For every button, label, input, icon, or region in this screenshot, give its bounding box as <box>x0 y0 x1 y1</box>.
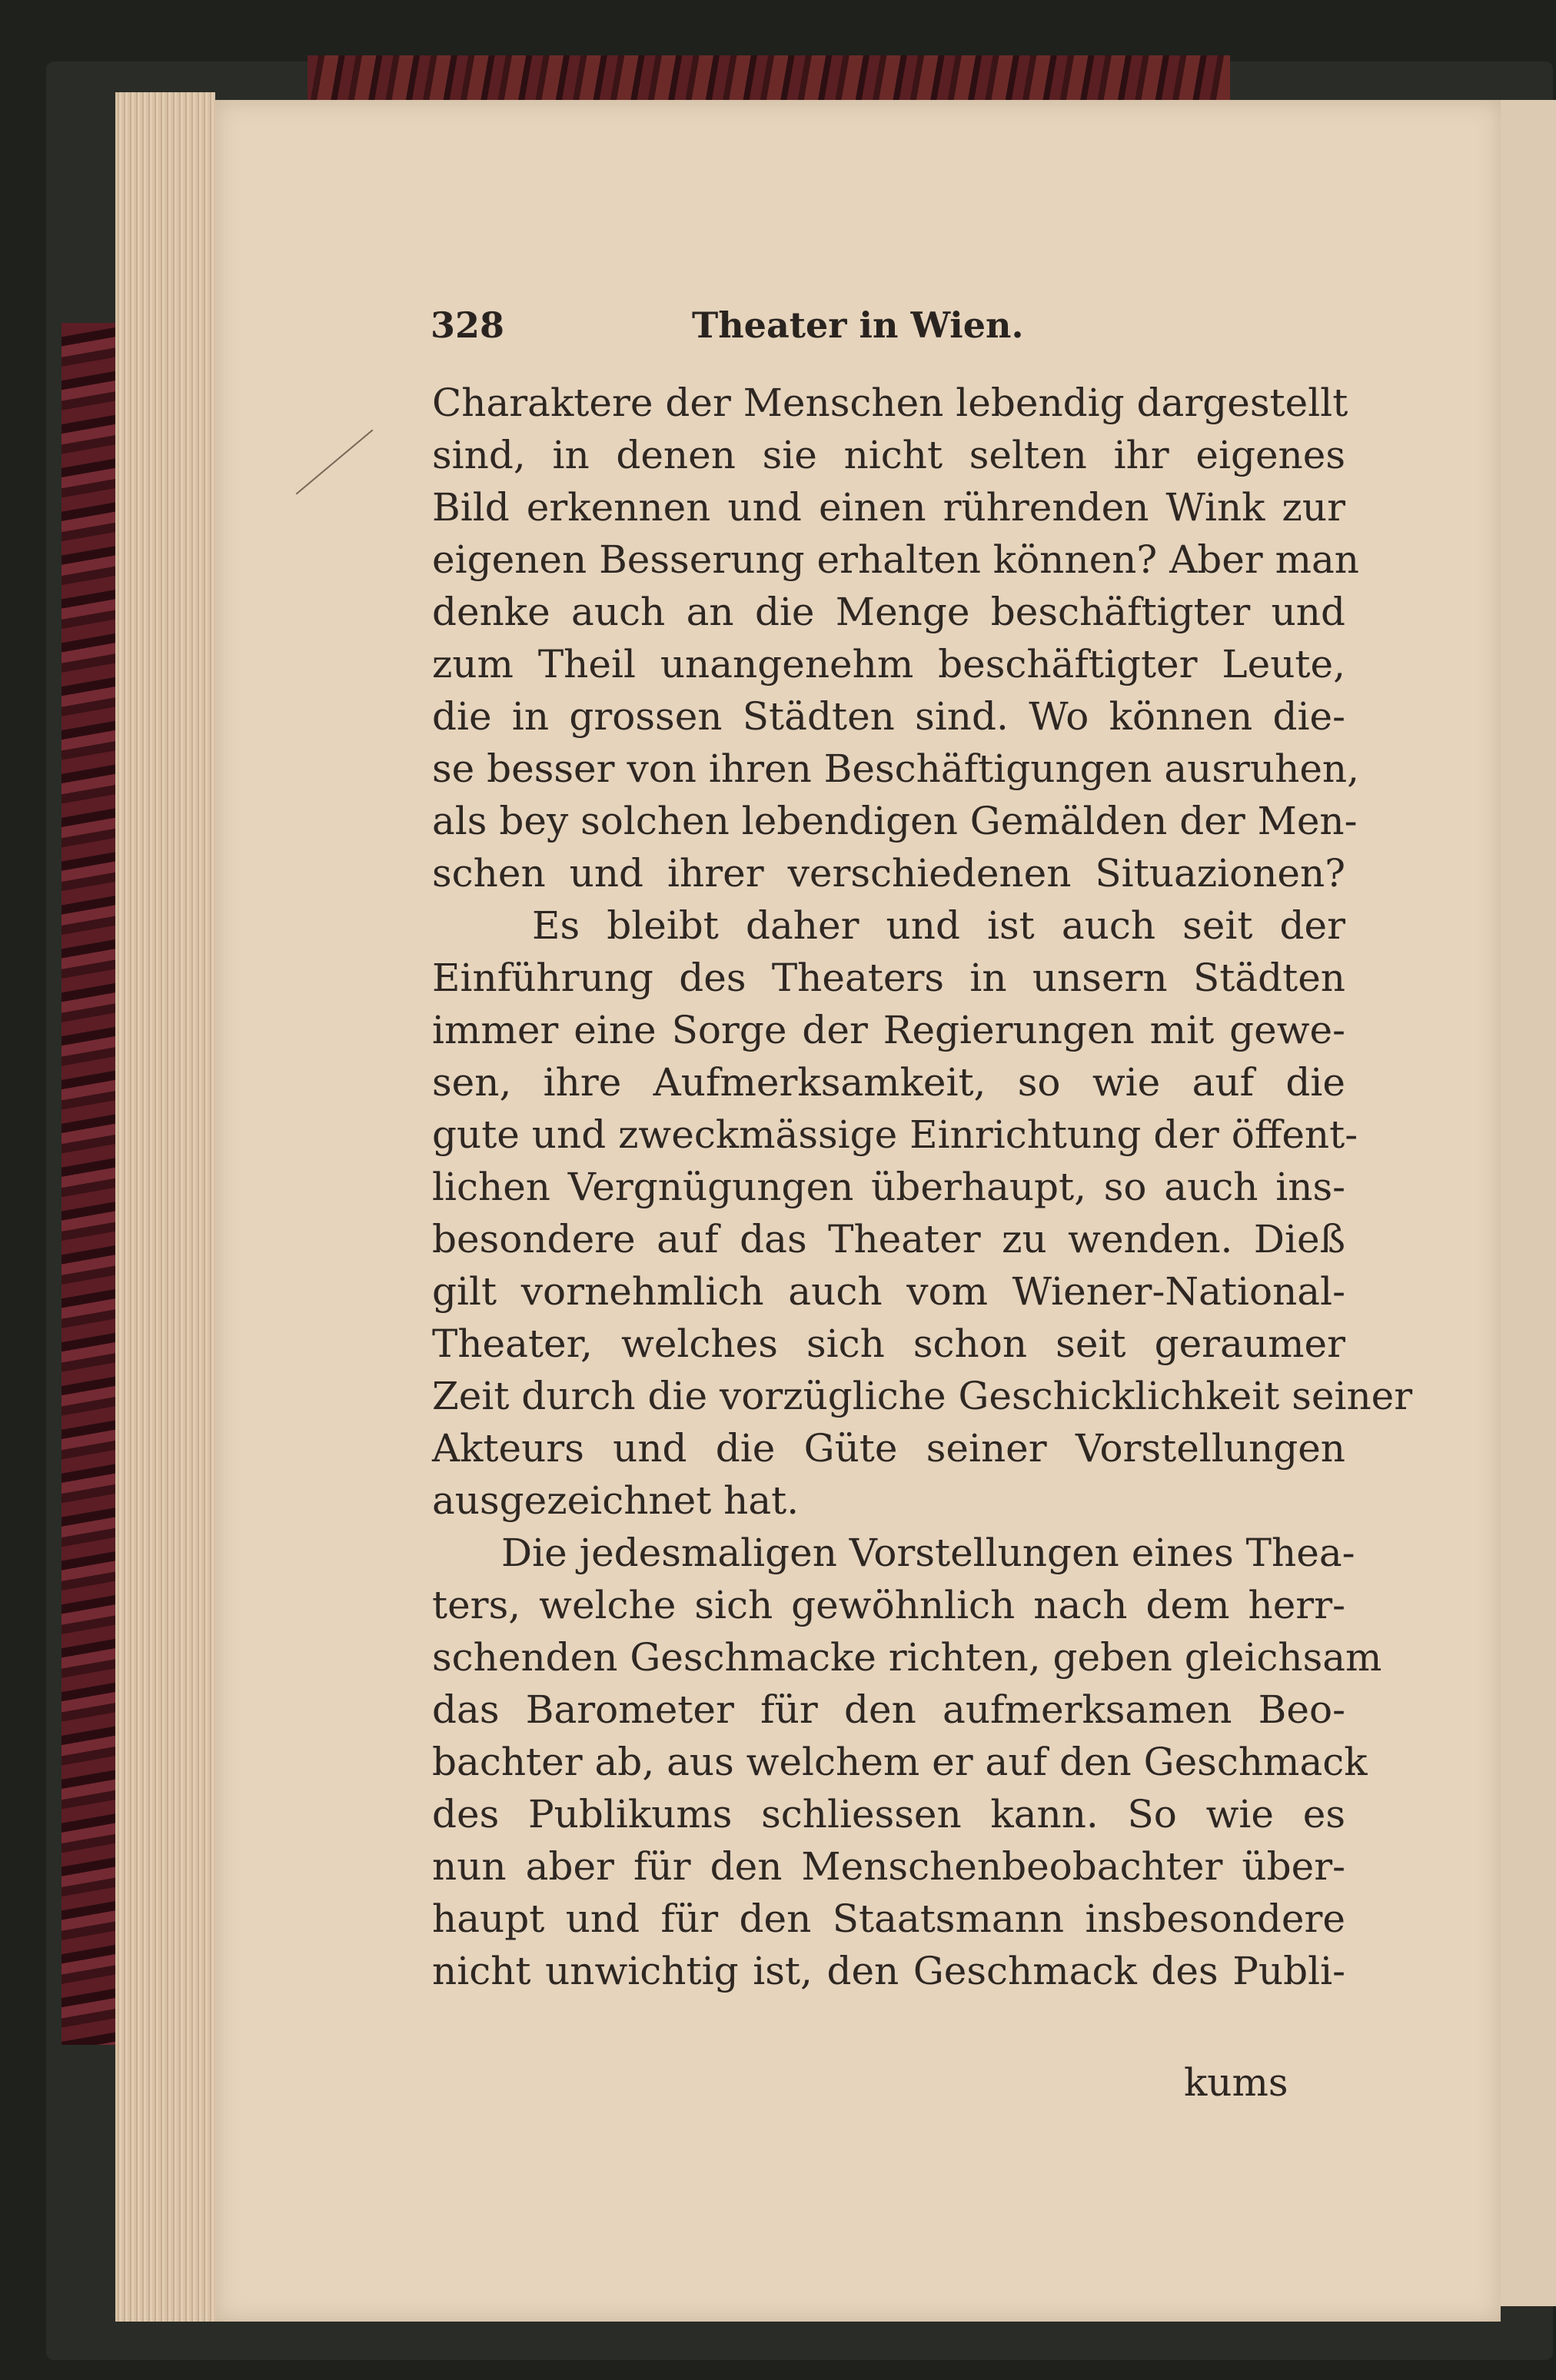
text-line: Zeit durch die vorzügliche Geschicklichkeit seiner <box>432 1374 1413 1418</box>
text-line: die in grossen Städten sind. Wo können die- <box>432 694 1345 739</box>
text-line: Akteurs und die Güte seiner Vorstellungen <box>432 1426 1345 1471</box>
text-line: lichen Vergnügungen überhaupt, so auch ins- <box>432 1165 1345 1209</box>
text-line: Die jedesmaligen Vorstellungen eines Thea- <box>501 1531 1355 1575</box>
text-line: bachter ab, aus welchem er auf den Geschmack <box>432 1740 1368 1784</box>
text-line: Bild erkennen und einen rührenden Wink zur <box>432 485 1345 530</box>
body-text <box>432 377 1413 1997</box>
text-line: zum Theil unangenehm beschäftigter Leute, <box>432 642 1345 686</box>
text-line: sind, in denen sie nicht selten ihr eigenes <box>432 433 1345 477</box>
text-line: das Barometer für den aufmerksamen Beo- <box>432 1687 1345 1732</box>
text-line: nun aber für den Menschenbeobachter über- <box>432 1844 1345 1889</box>
text-line: schenden Geschmacke richten, geben gleichsam <box>432 1635 1382 1680</box>
text-line: immer eine Sorge der Regierungen mit gewe- <box>432 1008 1345 1052</box>
text-line: se besser von ihren Beschäftigungen ausruhen, <box>432 746 1360 791</box>
text-line: haupt und für den Staatsmann insbesondere <box>432 1896 1345 1941</box>
marbled-cover-edge <box>308 55 1230 101</box>
text-line: denke auch an die Menge beschäftigter und <box>432 590 1345 634</box>
text-line: Es bleibt daher und ist auch seit der <box>532 903 1345 948</box>
text-line: eigenen Besserung erhalten können? Aber man <box>432 537 1360 582</box>
marbled-spine <box>62 323 115 2045</box>
running-title: Theater in Wien. <box>692 304 1024 346</box>
text-line: sen, ihre Aufmerksamkeit, so wie auf die <box>432 1060 1345 1105</box>
text-line: ters, welche sich gewöhnlich nach dem herr- <box>432 1583 1345 1627</box>
page-edges <box>115 92 215 2322</box>
text-line: Charaktere der Menschen lebendig dargestellt <box>432 381 1348 425</box>
text-line: besondere auf das Theater zu wenden. Dieß <box>432 1217 1345 1261</box>
page-header <box>431 304 1353 358</box>
page-number: 328 <box>431 304 505 346</box>
text-line: gilt vornehmlich auch vom Wiener-National- <box>432 1269 1345 1314</box>
facing-page-edge <box>1499 100 1556 2306</box>
text-line: Einführung des Theaters in unsern Städten <box>432 956 1345 1000</box>
text-line: als bey solchen lebendigen Gemälden der Men- <box>432 799 1358 843</box>
text-line: ausgezeichnet hat. <box>432 1478 800 1523</box>
catchword: kums <box>1184 2060 1288 2105</box>
text-line: nicht unwichtig ist, den Geschmack des Publi- <box>432 1949 1345 1993</box>
text-line: des Publikums schliessen kann. So wie es <box>432 1792 1345 1837</box>
text-line: schen und ihrer verschiedenen Situazionen? <box>432 851 1345 896</box>
text-line: Theater, welches sich schon seit geraumer <box>432 1321 1345 1366</box>
text-line: gute und zweckmässige Einrichtung der öffent- <box>432 1112 1358 1157</box>
